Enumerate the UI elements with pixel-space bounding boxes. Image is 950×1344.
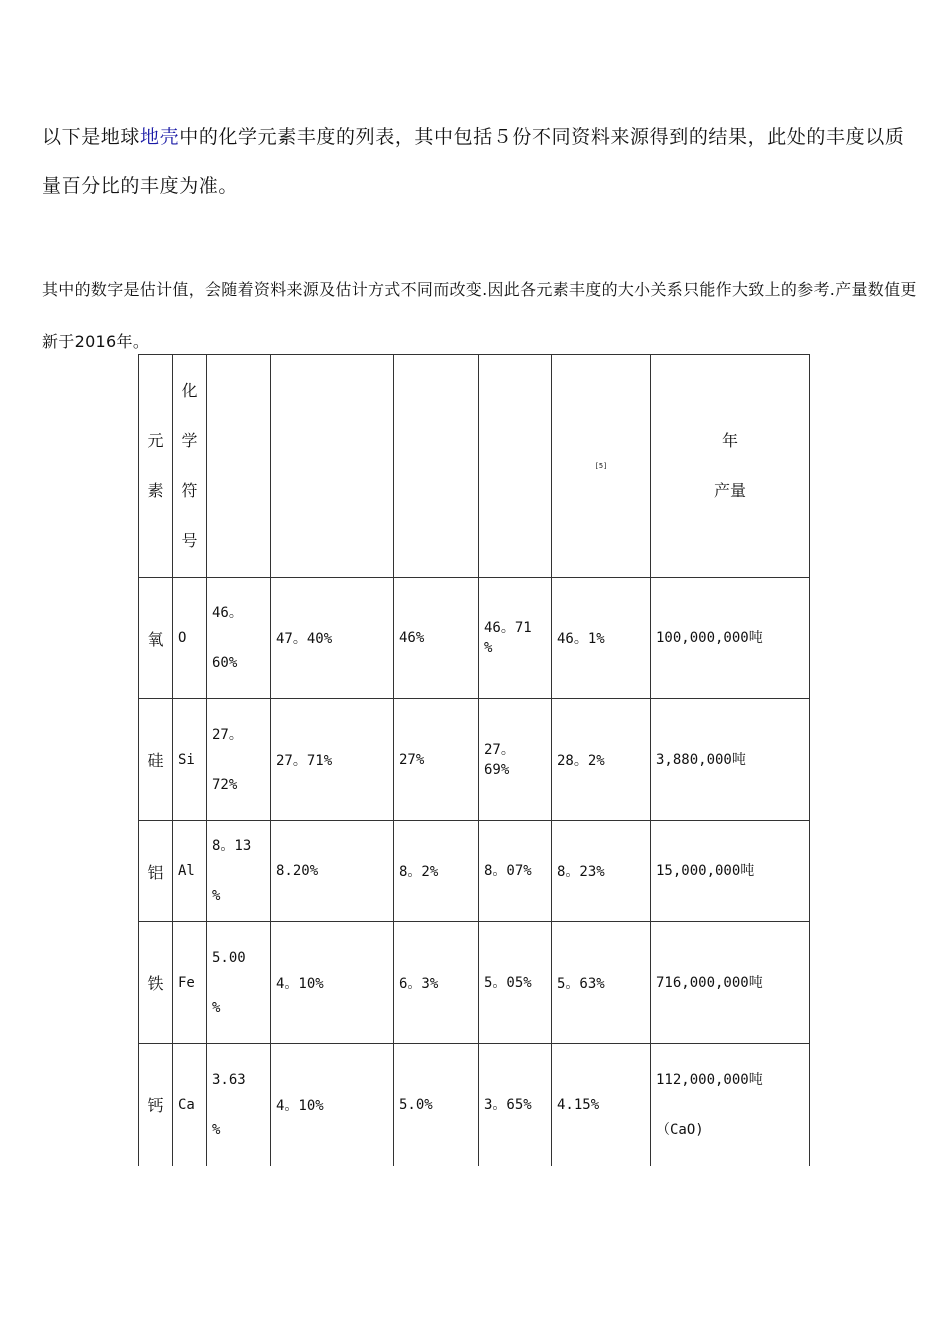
abundance-source-5: 8。23% <box>552 821 651 922</box>
abundance-source-1-line: 3.63 <box>212 1071 246 1088</box>
header-source-3 <box>394 355 479 578</box>
table-row <box>139 578 810 699</box>
abundance-source-5: 5。63% <box>552 922 651 1044</box>
abundance-source-1 <box>207 578 271 699</box>
header-source-2 <box>271 355 394 578</box>
abundance-source-1 <box>207 1044 271 1166</box>
header-source-4 <box>479 355 552 578</box>
abundance-source-1-line: 5.00 <box>212 949 246 966</box>
abundance-source-3: 27% <box>394 699 479 821</box>
abundance-source-2: 47。40% <box>271 578 394 699</box>
annual-production-line: 716,000,000吨 <box>656 974 763 991</box>
element-name: 铁 <box>139 922 173 1044</box>
abundance-source-4-line: 27。 <box>484 741 515 758</box>
header-source-1 <box>207 355 271 578</box>
abundance-source-1 <box>207 922 271 1044</box>
header-production: 年 产量 <box>651 355 810 578</box>
abundance-source-4 <box>479 1044 552 1166</box>
abundance-source-5: 46。1% <box>552 578 651 699</box>
intro-text-after: 中的化学元素丰度的列表，其中包括５份不同资料来源得到的结果，此处的丰度以质量百分比的丰度为准。 <box>42 126 905 197</box>
abundance-source-3: 46% <box>394 578 479 699</box>
annual-production <box>651 922 810 1044</box>
abundance-source-1-line: 46。 <box>212 605 243 621</box>
annual-production-line: 112,000,000吨 <box>656 1071 763 1088</box>
abundance-table <box>138 354 810 1166</box>
annual-production-line: （CaO) <box>656 1121 704 1138</box>
abundance-source-1-line: 72% <box>212 776 238 793</box>
table-row <box>139 922 810 1044</box>
abundance-source-2: 27。71% <box>271 699 394 821</box>
table-row <box>139 699 810 821</box>
intro-text-before: 以下是地球 <box>42 126 141 148</box>
abundance-source-4 <box>479 699 552 821</box>
abundance-source-1-line: 8。13 <box>212 838 252 854</box>
annual-production <box>651 821 810 922</box>
abundance-source-4-line: 69% <box>484 761 510 778</box>
abundance-source-4-line: % <box>484 640 493 656</box>
header-source-5 <box>552 355 651 578</box>
abundance-source-1-line: 27。 <box>212 726 243 743</box>
abundance-source-1 <box>207 821 271 922</box>
abundance-source-3: 8。2% <box>394 821 479 922</box>
abundance-source-2: 8.20% <box>271 821 394 922</box>
abundance-source-5: 4.15% <box>552 1044 651 1166</box>
abundance-source-5: 28。2% <box>552 699 651 821</box>
abundance-source-3: 5.0% <box>394 1044 479 1166</box>
crust-link[interactable]: 地壳 <box>140 126 180 148</box>
element-name: 硅 <box>139 699 173 821</box>
abundance-source-1 <box>207 699 271 821</box>
element-symbol: Ca <box>173 1044 207 1166</box>
element-symbol: O <box>173 578 207 699</box>
reference-mark[interactable]: [5] <box>594 462 608 470</box>
abundance-source-1-line: % <box>212 999 221 1016</box>
annual-production-line: 15,000,000吨 <box>656 863 755 879</box>
abundance-source-2: 4。10% <box>271 1044 394 1166</box>
table-row <box>139 1044 810 1166</box>
header-row <box>139 355 810 578</box>
annual-production-line: 3,880,000吨 <box>656 751 746 768</box>
abundance-source-1-line: % <box>212 1121 221 1138</box>
header-element: 元 素 <box>139 355 173 578</box>
abundance-source-4 <box>479 821 552 922</box>
abundance-source-4-line: 8。07% <box>484 863 532 879</box>
element-name: 氧 <box>139 578 173 699</box>
intro-paragraph <box>42 113 922 211</box>
element-name: 铝 <box>139 821 173 922</box>
element-symbol: Si <box>173 699 207 821</box>
table-row <box>139 821 810 922</box>
abundance-source-4-line: 3。65% <box>484 1096 532 1113</box>
header-symbol: 化 学 符 号 <box>173 355 207 578</box>
abundance-source-1-line: 60% <box>212 655 238 671</box>
abundance-source-3: 6。3% <box>394 922 479 1044</box>
abundance-source-1-line: % <box>212 888 221 904</box>
note-paragraph: 其中的数字是估计值，会随着资料来源及估计方式不同而改变.因此各元素丰度的大小关系只能作大致上的参考.产量数值更新于2016年。 <box>42 280 917 351</box>
abundance-source-4 <box>479 922 552 1044</box>
element-symbol: Fe <box>173 922 207 1044</box>
abundance-source-4-line: 46。71 <box>484 620 532 636</box>
annual-production <box>651 578 810 699</box>
element-symbol: Al <box>173 821 207 922</box>
abundance-source-4 <box>479 578 552 699</box>
annual-production <box>651 699 810 821</box>
abundance-source-4-line: 5。05% <box>484 974 532 991</box>
annual-production-line: 100,000,000吨 <box>656 630 763 646</box>
annual-production <box>651 1044 810 1166</box>
element-name: 钙 <box>139 1044 173 1166</box>
abundance-source-2: 4。10% <box>271 922 394 1044</box>
